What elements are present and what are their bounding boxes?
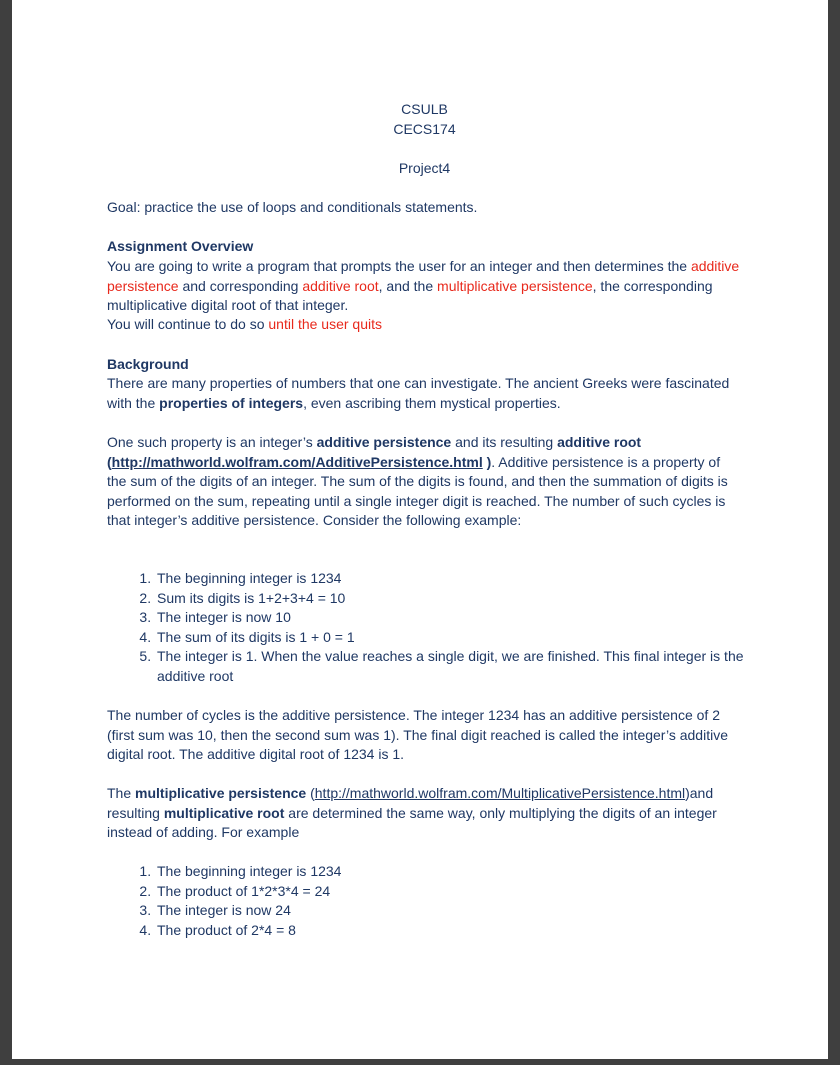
multiplicative-persistence-link[interactable]: http://mathworld.wolfram.com/MultiplicativePersistence.html	[314, 785, 686, 801]
list-item: 3. The integer is now 24	[155, 901, 790, 921]
document-page	[12, 0, 828, 1059]
list-item: 1. The beginning integer is 1234	[155, 569, 790, 589]
list-item: 4. The product of 2*4 = 8	[155, 921, 790, 941]
list-item: 2. Sum its digits is 1+2+3+4 = 10	[155, 589, 790, 609]
additive-persistence-highlight: additive persistence	[107, 258, 740, 294]
overview-heading: Assignment Overview	[107, 238, 254, 254]
overview-quit-line: You will continue to do so until the user quits	[107, 316, 382, 332]
list-item: 1. The beginning integer is 1234	[155, 862, 790, 882]
header-school: CSULB	[401, 101, 448, 117]
background-heading: Background	[107, 356, 189, 372]
multiplicative-steps-list	[107, 862, 790, 940]
additive-root-highlight: additive root	[302, 277, 379, 294]
goal-text: Goal: practice the use of loops and conditionals statements.	[107, 199, 478, 215]
additive-persistence-link[interactable]: http://mathworld.wolfram.com/AdditivePersistence.html	[111, 453, 483, 470]
multiplicative-paragraph: The multiplicative persistence (http://mathworld.wolfram.com/MultiplicativePersistence.html)and resulting multiplicative root are determined the same way, only multiplying the digits of an integer instead of adding. For example	[107, 785, 717, 841]
list-item: 5. The integer is 1. When the value reaches a single digit, we are finished. This final integer is the additive root	[155, 647, 790, 686]
overview-paragraph: You are going to write a program that prompts the user for an integer and then determines the additive persistence and corresponding additive root, and the multiplicative persistence, the corresponding multiplicative digital root of that integer.	[107, 258, 740, 314]
until-quit-highlight: until the user quits	[268, 316, 382, 332]
additive-steps-list	[107, 569, 790, 687]
additive-paragraph: One such property is an integer’s additive persistence and its resulting additive root (http://mathworld.wolfram.com/AdditivePersistence.html ). Additive persistence is a property of the sum of the digits of an integer. The sum of the digits is found, and then the summation of digits is performed on the sum, repeating until a single integer digit is reached. The number of such cycles is that integer’s additive persistence. Consider the following example:	[107, 434, 728, 529]
list-item: 4. The sum of its digits is 1 + 0 = 1	[155, 628, 790, 648]
header-course: CECS174	[393, 121, 456, 137]
list-item: 2. The product of 1*2*3*4 = 24	[155, 882, 790, 902]
multiplicative-persistence-highlight: multiplicative persistence	[437, 277, 593, 294]
background-paragraph: There are many properties of numbers that one can investigate. The ancient Greeks were fascinated with the properties of integers, even ascribing them mystical properties.	[107, 375, 730, 411]
header-project: Project4	[398, 160, 451, 176]
list-item: 3. The integer is now 10	[155, 608, 790, 628]
additive-summary: The number of cycles is the additive persistence. The integer 1234 has an additive persistence of 2 (first sum was 10, then the second sum was 1). The final digit reached is called the integer’s additive digital root. The additive digital root of 1234 is 1.	[107, 707, 728, 763]
